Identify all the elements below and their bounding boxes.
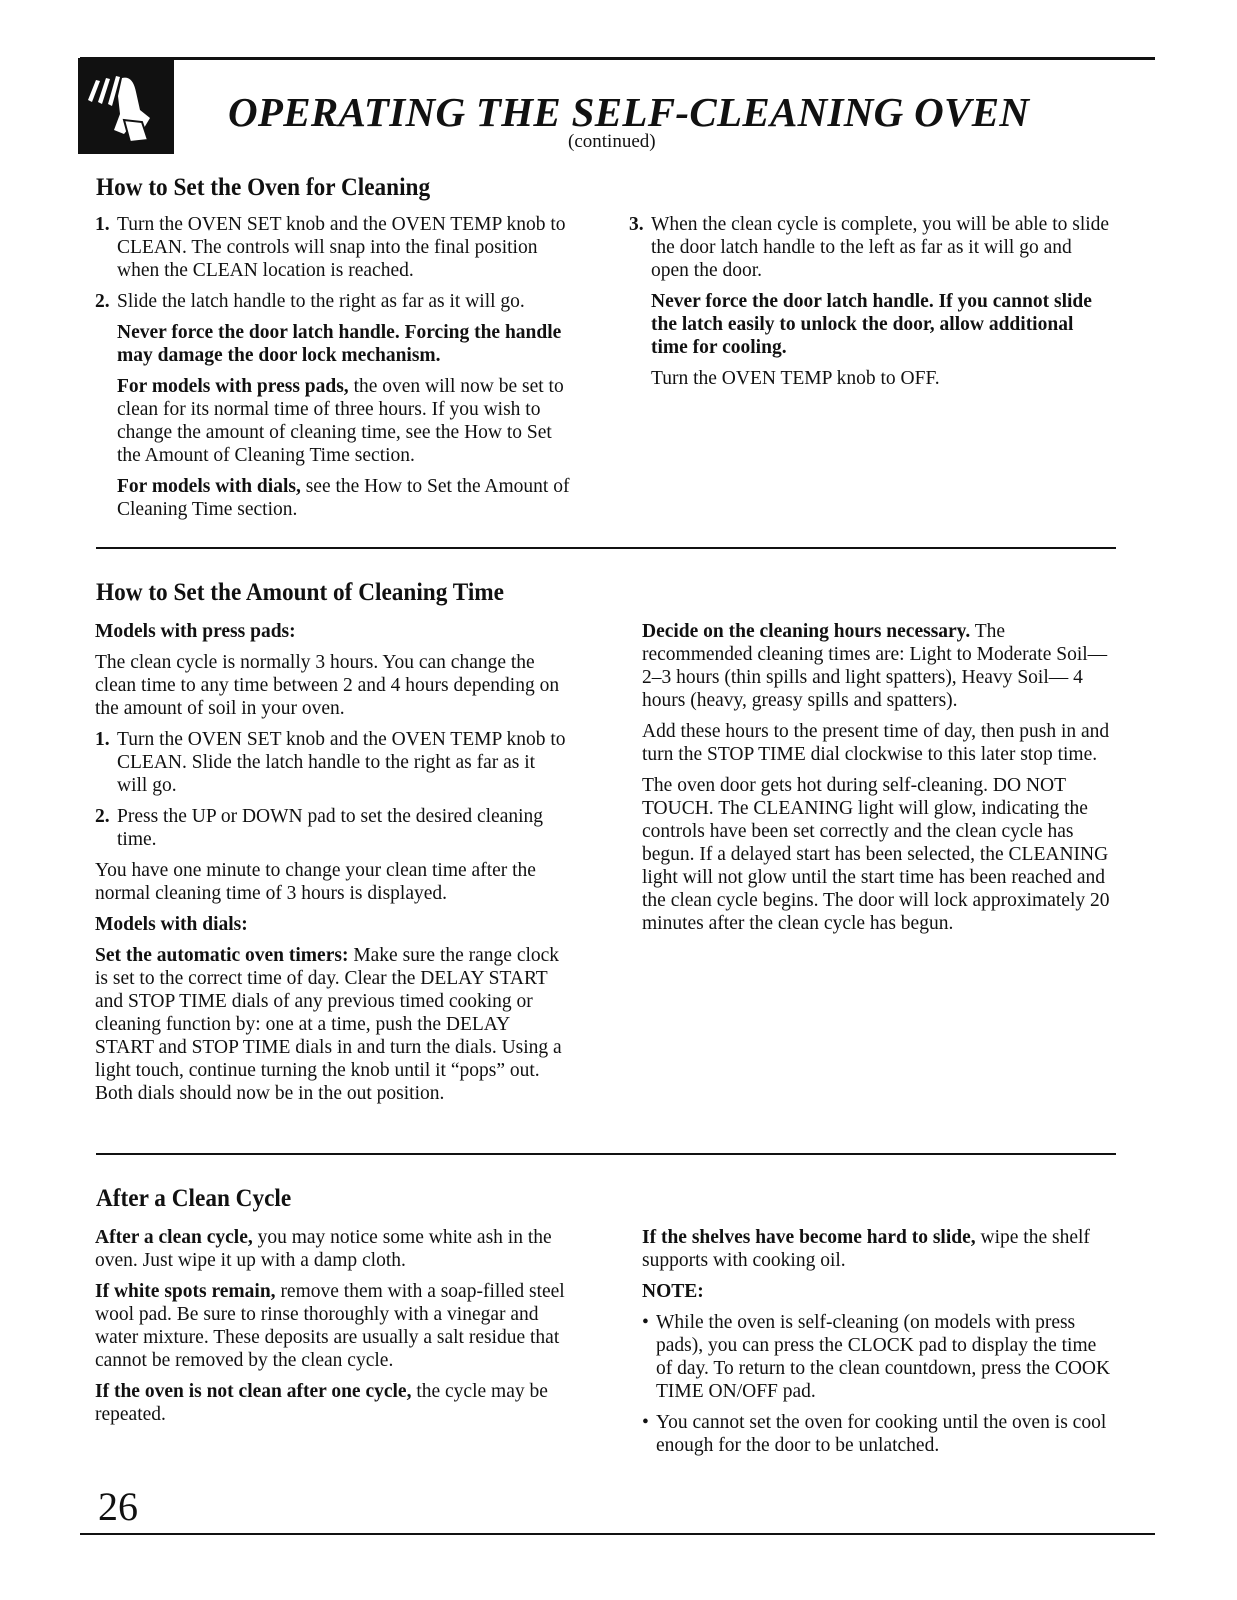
bullet-icon: • bbox=[642, 1412, 649, 1433]
section-divider bbox=[96, 1153, 1116, 1155]
list-item bbox=[642, 1311, 1112, 1403]
step-number: 1. bbox=[95, 729, 110, 750]
page-number: 26 bbox=[98, 1484, 138, 1529]
step-number: 2. bbox=[95, 806, 110, 827]
repeat-text: If the oven is not clean after one cycle, the cycle may be repeated. bbox=[95, 1381, 548, 1425]
section-heading-set-oven: How to Set the Oven for Cleaning bbox=[96, 174, 431, 201]
bottom-rule bbox=[80, 1533, 1155, 1535]
note-text: While the oven is self-cleaning (on models with press pads), you can press the CLOCK pad to display the time of day. To return to the clean countdown, press the COOK TIME ON/OFF pad. bbox=[656, 1312, 1111, 1402]
page-subtitle: (continued) bbox=[568, 131, 656, 152]
shelves-text: If the shelves have become hard to slide, wipe the shelf supports with cooking oil. bbox=[642, 1227, 1090, 1271]
section-heading-after-clean: After a Clean Cycle bbox=[96, 1185, 292, 1212]
section1-left-column bbox=[95, 213, 580, 529]
section2-left-column bbox=[95, 620, 570, 1113]
step-text: Slide the latch handle to the right as far as it will go. bbox=[117, 291, 525, 312]
step-text: Turn the OVEN SET knob and the OVEN TEMP knob to CLEAN. Slide the latch handle to the right as far as it will go. bbox=[117, 729, 566, 796]
dials-note: For models with dials, see the How to Set the Amount of Cleaning Time section. bbox=[117, 476, 570, 520]
section2-right-column bbox=[642, 620, 1120, 943]
step-text: Press the UP or DOWN pad to set the desired cleaning time. bbox=[117, 806, 544, 850]
press-pads-note: For models with press pads, the oven will now be set to clean for its normal time of three hours. If you wish to change the amount of cleaning time, see the How to Set the Amount of Cleaning Time section. bbox=[117, 376, 564, 466]
warning-text: Never force the door latch handle. Forcing the handle may damage the door lock mechanism. bbox=[117, 322, 562, 366]
list-item bbox=[95, 805, 570, 851]
spots-text: If white spots remain, remove them with a soap-filled steel wool pad. Be sure to rinse thoroughly with a vinegar and water mixture. These deposits are usually a salt residue that cannot be removed by the clean cycle. bbox=[95, 1281, 565, 1371]
page-title: OPERATING THE SELF-CLEANING OVEN bbox=[228, 89, 1030, 135]
subheading-press-pads: Models with press pads: bbox=[95, 621, 296, 642]
decide-text: Decide on the cleaning hours necessary. The recommended cleaning times are: Light to Moderate Soil— 2–3 hours (thin spills and light spatters), Heavy Soil— 4 hours (heavy, greasy spills and spatters). bbox=[642, 621, 1108, 711]
one-minute-text: You have one minute to change your clean time after the normal cleaning time of 3 hours is displayed. bbox=[95, 860, 536, 904]
step-number: 3. bbox=[629, 214, 644, 235]
note-text: You cannot set the oven for cooking until the oven is cool enough for the door to be unlatched. bbox=[656, 1412, 1107, 1456]
list-item bbox=[95, 728, 570, 797]
cleaning-hand-icon bbox=[78, 58, 174, 154]
section-heading-cleaning-time: How to Set the Amount of Cleaning Time bbox=[96, 579, 504, 606]
ash-text: After a clean cycle, you may notice some white ash in the oven. Just wipe it up with a damp cloth. bbox=[95, 1227, 552, 1271]
subheading-dials: Models with dials: bbox=[95, 914, 248, 935]
list-item bbox=[95, 213, 580, 282]
add-hours-text: Add these hours to the present time of day, then push in and turn the STOP TIME dial clockwise to this later stop time. bbox=[642, 721, 1110, 765]
section1-right-column bbox=[629, 213, 1114, 398]
step-number: 1. bbox=[95, 214, 110, 235]
step-text: Turn the OVEN SET knob and the OVEN TEMP knob to CLEAN. The controls will snap into the final position when the CLEAN location is reached. bbox=[117, 214, 566, 281]
step-number: 2. bbox=[95, 291, 110, 312]
section3-left-column bbox=[95, 1226, 565, 1434]
note-label: NOTE: bbox=[642, 1281, 704, 1302]
section-divider bbox=[96, 547, 1116, 549]
list-item bbox=[95, 290, 580, 313]
list-item bbox=[642, 1411, 1112, 1457]
bullet-icon: • bbox=[642, 1312, 649, 1333]
timers-text: Set the automatic oven timers: Make sure the range clock is set to the correct time of day. Clear the DELAY START and STOP TIME dials of any previous timed cooking or cleaning function by: one at a time, push the DELAY START and STOP TIME dials in and turn the dials. Using a light touch, continue turning the knob until it “pops” out. Both dials should now be in the out position. bbox=[95, 945, 562, 1104]
turn-off-text: Turn the OVEN TEMP knob to OFF. bbox=[651, 368, 940, 389]
step-text: When the clean cycle is complete, you will be able to slide the door latch handle to the left as far as it will go and open the door. bbox=[651, 214, 1110, 281]
list-item bbox=[629, 213, 1114, 282]
warning-text: Never force the door latch handle. If you cannot slide the latch easily to unlock the door, allow additional time for cooling. bbox=[651, 291, 1092, 358]
top-rule bbox=[80, 57, 1155, 60]
door-hot-text: The oven door gets hot during self-cleaning. DO NOT TOUCH. The CLEANING light will glow, indicating the controls have been set correctly and the clean cycle has begun. If a delayed start has been selected, the CLEANING light will not glow until the start time has been reached and the clean cycle begins. The door will lock approximately 20 minutes after the clean cycle has begun. bbox=[642, 775, 1110, 934]
section3-right-column bbox=[642, 1226, 1112, 1465]
intro-text: The clean cycle is normally 3 hours. You can change the clean time to any time between 2 and 4 hours depending on the amount of soil in your oven. bbox=[95, 652, 560, 719]
